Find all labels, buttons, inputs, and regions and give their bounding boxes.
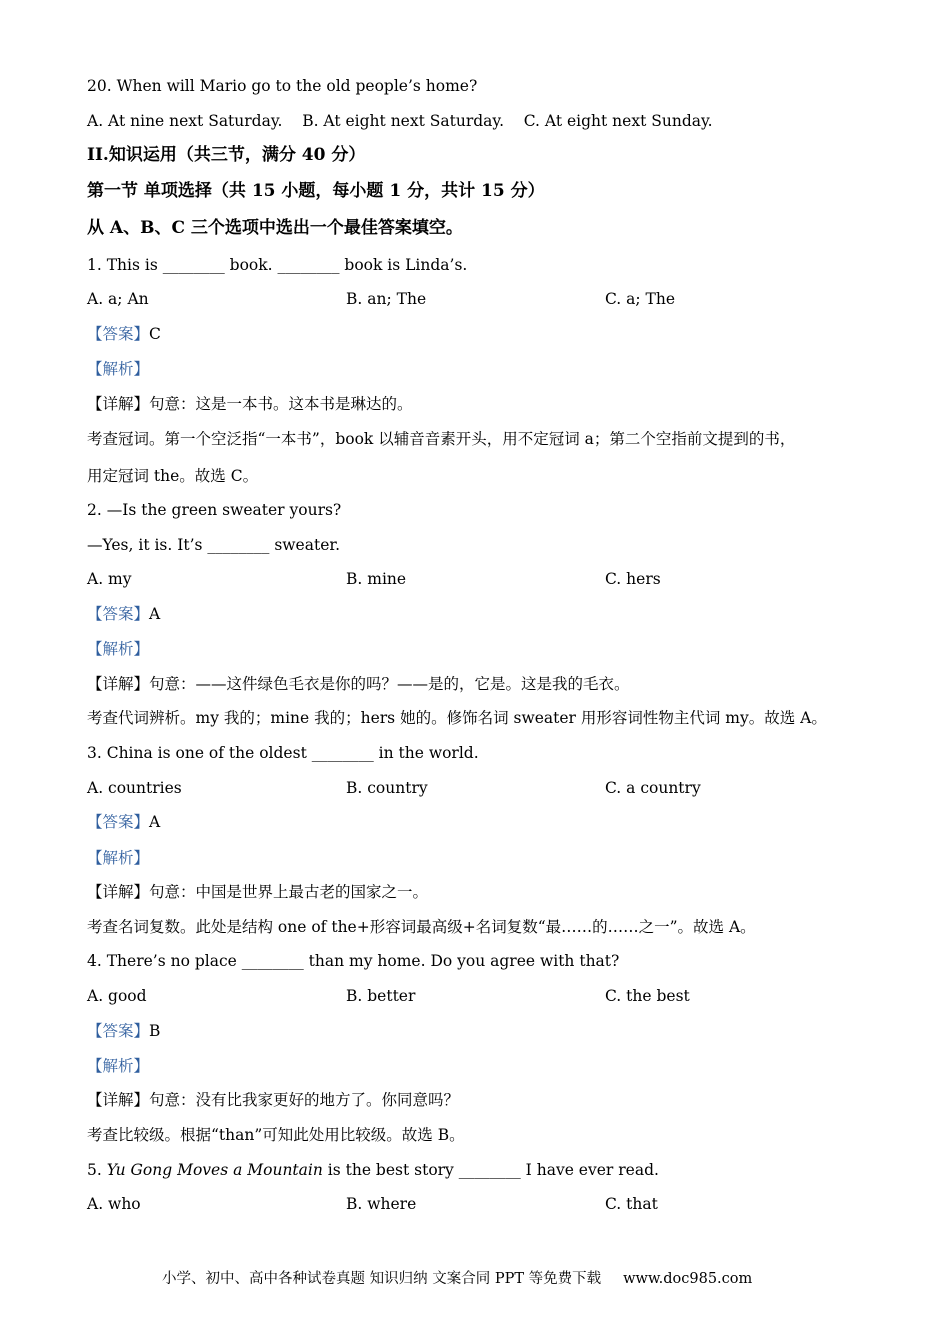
q3-option-a: A. countries (87, 779, 182, 797)
answer-label: 【答案】 (87, 325, 150, 343)
q1-detail (87, 394, 413, 414)
q2-option-c: C. hers (605, 570, 661, 588)
part-title: II.知识运用（共三节，满分 40 分） (87, 145, 366, 165)
q5-option-b: B. where (346, 1195, 417, 1213)
q1-explanation-1: 考查冠词。第一个空泛指“一本书”，book 以辅音音素开头，用不定冠词 a；第二个空指前文提到的书， (87, 430, 796, 448)
q3-answer-value: A (149, 813, 161, 831)
detail-label: 【详解】 (87, 1091, 150, 1109)
q1-detail-text: 句意：这是一本书。这本书是琳达的。 (149, 395, 413, 413)
q4-option-c: C. the best (605, 987, 690, 1005)
answer-label: 【答案】 (87, 813, 150, 831)
section-subtitle: 第一节 单项选择（共 15 小题，每小题 1 分，共计 15 分） (87, 181, 545, 201)
q1-answer-value: C (149, 325, 161, 343)
q1-analysis-label: 【解析】 (87, 360, 150, 378)
detail-label: 【详解】 (87, 675, 150, 693)
q3-option-c: C. a country (605, 779, 701, 797)
q3-explanation-1: 考查名词复数。此处是结构 one of the+形容词最高级+名词复数“最……的……之一”。故选 A。 (87, 918, 756, 936)
q2-stem-1: 2. —Is the green sweater yours? (87, 501, 342, 519)
q3-detail (87, 882, 428, 902)
q2-answer (87, 604, 160, 624)
q20-option-b: B. At eight next Saturday. (302, 112, 505, 130)
q5-story-title: Yu Gong Moves a Mountain (106, 1161, 323, 1179)
q20-question: 20. When will Mario go to the old people’s home? (87, 77, 478, 95)
q3-answer (87, 812, 160, 832)
q4-detail (87, 1090, 459, 1110)
q4-stem: 4. There’s no place ________ than my home. Do you agree with that? (87, 952, 620, 970)
q4-answer (87, 1021, 160, 1041)
q4-option-a: A. good (87, 987, 147, 1005)
q1-explanation-2: 用定冠词 the。故选 C。 (87, 467, 259, 485)
q4-detail-text: 句意：没有比我家更好的地方了。你同意吗？ (149, 1091, 460, 1109)
q3-analysis-label: 【解析】 (87, 849, 150, 867)
q4-answer-value: B (149, 1022, 161, 1040)
q5-number: 5. (87, 1161, 102, 1179)
detail-label: 【详解】 (87, 883, 150, 901)
q4-analysis-label: 【解析】 (87, 1057, 150, 1075)
q2-detail (87, 674, 630, 694)
detail-label: 【详解】 (87, 395, 150, 413)
answer-label: 【答案】 (87, 605, 150, 623)
q2-option-b: B. mine (346, 570, 407, 588)
footer-text: 小学、初中、高中各种试卷真题 知识归纳 文案合同 PPT 等免费下载 (162, 1271, 602, 1287)
q5-option-c: C. that (605, 1195, 658, 1213)
q2-stem-2: —Yes, it is. It’s ________ sweater. (87, 536, 341, 554)
q20-options (87, 111, 713, 131)
q5-stem-rest: is the best story ________ I have ever read. (327, 1161, 659, 1179)
q3-stem: 3. China is one of the oldest ________ in the world. (87, 744, 479, 762)
section-instruction: 从 A、B、C 三个选项中选出一个最佳答案填空。 (87, 218, 463, 238)
q1-option-b: B. an; The (346, 290, 427, 308)
q4-option-b: B. better (346, 987, 416, 1005)
q2-answer-value: A (149, 605, 161, 623)
q20-option-a: A. At nine next Saturday. (87, 112, 283, 130)
q5-option-a: A. who (87, 1195, 141, 1213)
page-footer (162, 1269, 752, 1289)
q3-option-b: B. country (346, 779, 428, 797)
answer-label: 【答案】 (87, 1022, 150, 1040)
q2-option-a: A. my (87, 570, 132, 588)
q1-stem: 1. This is ________ book. ________ book is Linda’s. (87, 256, 468, 274)
q1-option-c: C. a; The (605, 290, 676, 308)
q2-explanation-1: 考查代词辨析。my 我的；mine 我的；hers 她的。修饰名词 sweater 用形容词性物主代词 my。故选 A。 (87, 709, 827, 727)
q4-explanation-1: 考查比较级。根据“than”可知此处用比较级。故选 B。 (87, 1126, 465, 1144)
q1-option-a: A. a; An (87, 290, 149, 308)
q1-answer (87, 324, 161, 344)
q2-detail-text: 句意：——这件绿色毛衣是你的吗？——是的，它是。这是我的毛衣。 (149, 675, 630, 693)
footer-url[interactable]: www.doc985.com (623, 1271, 753, 1287)
q3-detail-text: 句意：中国是世界上最古老的国家之一。 (149, 883, 429, 901)
q2-analysis-label: 【解析】 (87, 640, 150, 658)
q5-stem (87, 1160, 659, 1180)
q20-option-c: C. At eight next Sunday. (523, 112, 713, 130)
